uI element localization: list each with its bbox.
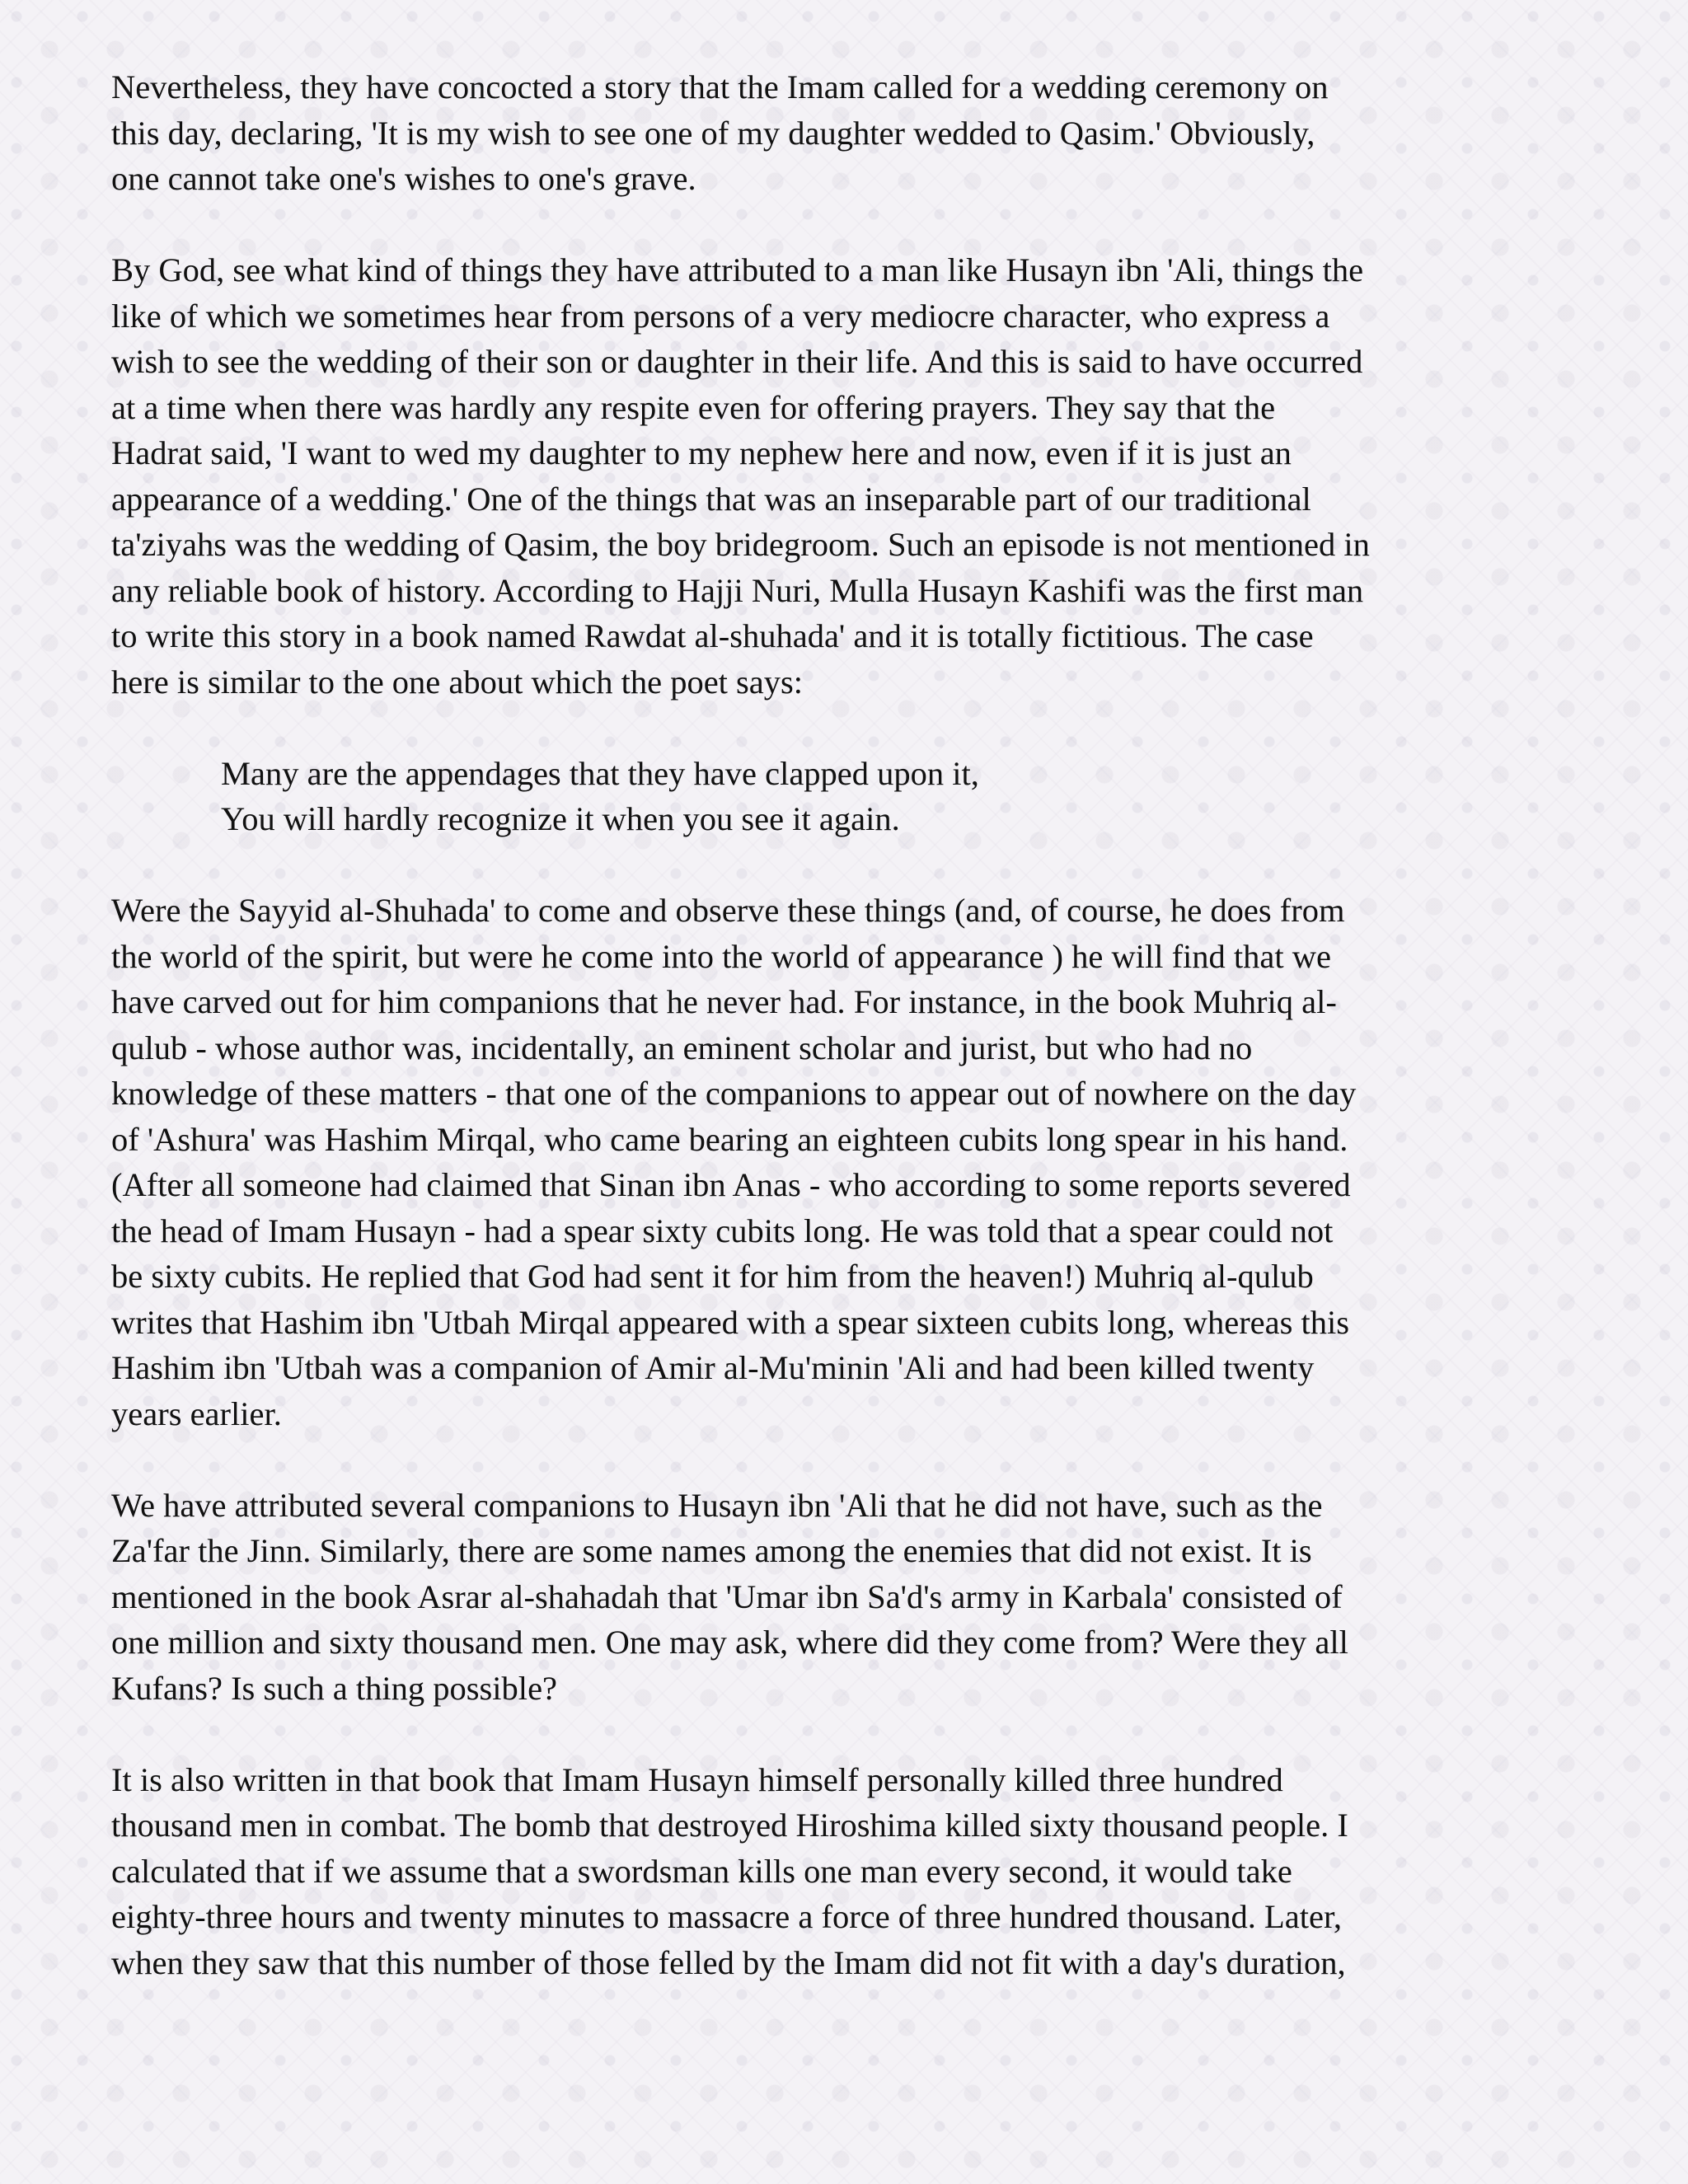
- text-line: the world of the spirit, but were he come into the world of appearance ) he will find that we: [111, 937, 1332, 975]
- text-line: of 'Ashura' was Hashim Mirqal, who came bearing an eighteen cubits long spear in his hand.: [111, 1120, 1348, 1158]
- text-line: thousand men in combat. The bomb that destroyed Hiroshima killed sixty thousand people. I: [111, 1807, 1348, 1844]
- text-line: Hashim ibn 'Utbah was a companion of Amir al-Mu'minin 'Ali and had been killed twenty: [111, 1349, 1315, 1386]
- text-line: Za'far the Jinn. Similarly, there are some names among the enemies that did not exist. It is: [111, 1532, 1312, 1569]
- text-line: Hadrat said, 'I want to wed my daughter to my nephew here and now, even if it is just an: [111, 434, 1292, 471]
- text-line: By God, see what kind of things they have attributed to a man like Husayn ibn 'Ali, things the: [111, 251, 1364, 288]
- text-line: writes that Hashim ibn 'Utbah Mirqal appeared with a spear sixteen cubits long, whereas this: [111, 1303, 1350, 1341]
- text-line: It is also written in that book that Imam Husayn himself personally killed three hundred: [111, 1760, 1283, 1798]
- text-line: mentioned in the book Asrar al-shahadah that 'Umar ibn Sa'd's army in Karbala' consisted of: [111, 1577, 1343, 1615]
- text-line: here is similar to the one about which the poet says:: [111, 663, 804, 701]
- text-line: have carved out for him companions that he never had. For instance, in the book Muhriq al-: [111, 983, 1337, 1020]
- paragraph-attributions: [111, 247, 1589, 705]
- text-line: years earlier.: [111, 1394, 282, 1432]
- text-line: (After all someone had claimed that Sinan ibn Anas - who according to some reports severed: [111, 1166, 1351, 1203]
- text-line: Kufans? Is such a thing possible?: [111, 1669, 558, 1707]
- text-line: wish to see the wedding of their son or daughter in their life. And this is said to have occurred: [111, 343, 1363, 380]
- paragraph-wedding-story: [111, 64, 1589, 202]
- text-line: when they saw that this number of those felled by the Imam did not fit with a day's duration,: [111, 1943, 1346, 1981]
- text-line: this day, declaring, 'It is my wish to see one of my daughter wedded to Qasim.' Obviously,: [111, 114, 1315, 152]
- text-line: calculated that if we assume that a swordsman kills one man every second, it would take: [111, 1852, 1292, 1890]
- text-line: Nevertheless, they have concocted a story that the Imam called for a wedding ceremony on: [111, 68, 1329, 105]
- paragraph-combat-claims: [111, 1757, 1589, 1986]
- text-line: to write this story in a book named Rawdat al-shuhada' and it is totally fictitious. The case: [111, 617, 1314, 654]
- text-line: ta'ziyahs was the wedding of Qasim, the boy bridegroom. Such an episode is not mentioned in: [111, 526, 1370, 563]
- text-line: knowledge of these matters - that one of the companions to appear out of nowhere on the day: [111, 1075, 1357, 1112]
- text-line: one cannot take one's wishes to one's grave.: [111, 160, 696, 197]
- text-line: be sixty cubits. He replied that God had sent it for him from the heaven!) Muhriq al-qulub: [111, 1258, 1314, 1295]
- paragraph-invented-companions: [111, 888, 1589, 1436]
- text-line: Were the Sayyid al-Shuhada' to come and observe these things (and, of course, he does from: [111, 892, 1345, 929]
- paragraph-enemy-army: [111, 1483, 1589, 1712]
- text-line: appearance of a wedding.' One of the things that was an inseparable part of our traditional: [111, 480, 1311, 518]
- poem-quote: [111, 751, 1589, 842]
- verse-line: You will hardly recognize it when you see it again.: [221, 800, 900, 837]
- text-line: at a time when there was hardly any respite even for offering prayers. They say that the: [111, 388, 1276, 426]
- text-line: one million and sixty thousand men. One may ask, where did they come from? Were they all: [111, 1624, 1348, 1661]
- text-line: qulub - whose author was, incidentally, an eminent scholar and jurist, but who had no: [111, 1029, 1253, 1066]
- text-line: eighty-three hours and twenty minutes to massacre a force of three hundred thousand. Later,: [111, 1898, 1342, 1935]
- text-line: the head of Imam Husayn - had a spear sixty cubits long. He was told that a spear could not: [111, 1212, 1334, 1249]
- text-line: any reliable book of history. According to Hajji Nuri, Mulla Husayn Kashifi was the first man: [111, 571, 1364, 609]
- verse-line: Many are the appendages that they have clapped upon it,: [221, 754, 979, 792]
- text-line: like of which we sometimes hear from persons of a very mediocre character, who express a: [111, 297, 1330, 335]
- text-line: We have attributed several companions to Husayn ibn 'Ali that he did not have, such as the: [111, 1486, 1323, 1524]
